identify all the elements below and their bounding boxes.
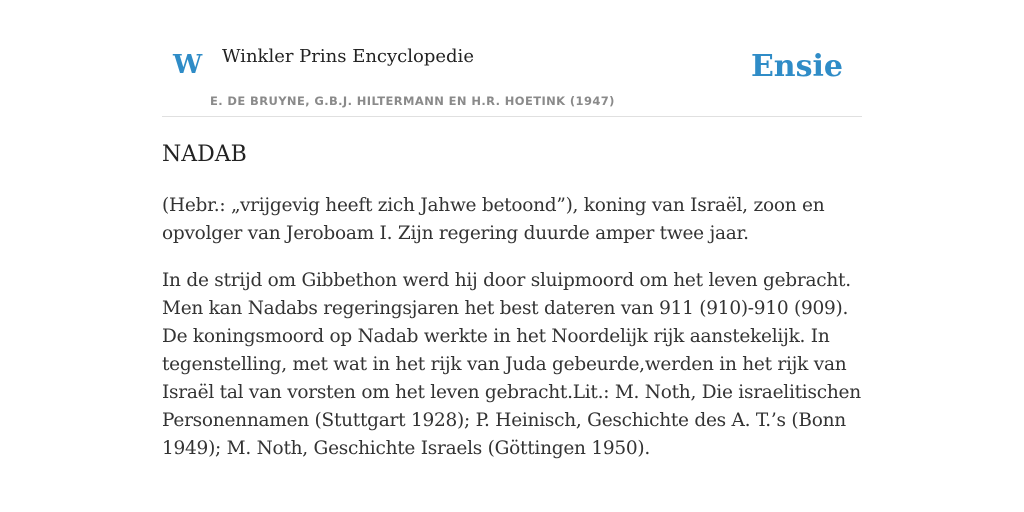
entry-title: NADAB bbox=[162, 142, 247, 167]
entry-paragraph: (Hebr.: „vrijgevig heeft zich Jahwe betoond”), koning van Israël, zoon en opvolger van Jeroboam I. Zijn regering duurde amper twee jaar. bbox=[162, 195, 825, 244]
source-title[interactable]: Winkler Prins Encyclopedie bbox=[222, 46, 474, 67]
source-logo[interactable]: W bbox=[173, 50, 203, 80]
entry-content bbox=[162, 138, 862, 463]
source-header bbox=[162, 0, 862, 117]
brand-logo[interactable]: Ensie bbox=[750, 49, 843, 84]
source-authors: E. DE BRUYNE, G.B.J. HILTERMANN EN H.R. HOETINK (1947) bbox=[210, 94, 615, 108]
entry-paragraph: In de strijd om Gibbethon werd hij door sluipmoord om het leven gebracht. Men kan Nadabs regeringsjaren het best dateren van 911 (910)-910 (909). De koningsmoord op Nadab werkte in het Noordelijk rijk aanstekelijk. In tegenstelling, met wat in het rijk van Juda gebeurde,werden in het rijk van Israël tal van vorsten om het leven gebracht.Lit.: M. Noth, Die israelitischen Personennamen (Stuttgart 1928); P. Heinisch, Geschichte des A. T.’s (Bonn 1949); M. Noth, Geschichte Israels (Göttingen 1950). bbox=[162, 270, 861, 459]
